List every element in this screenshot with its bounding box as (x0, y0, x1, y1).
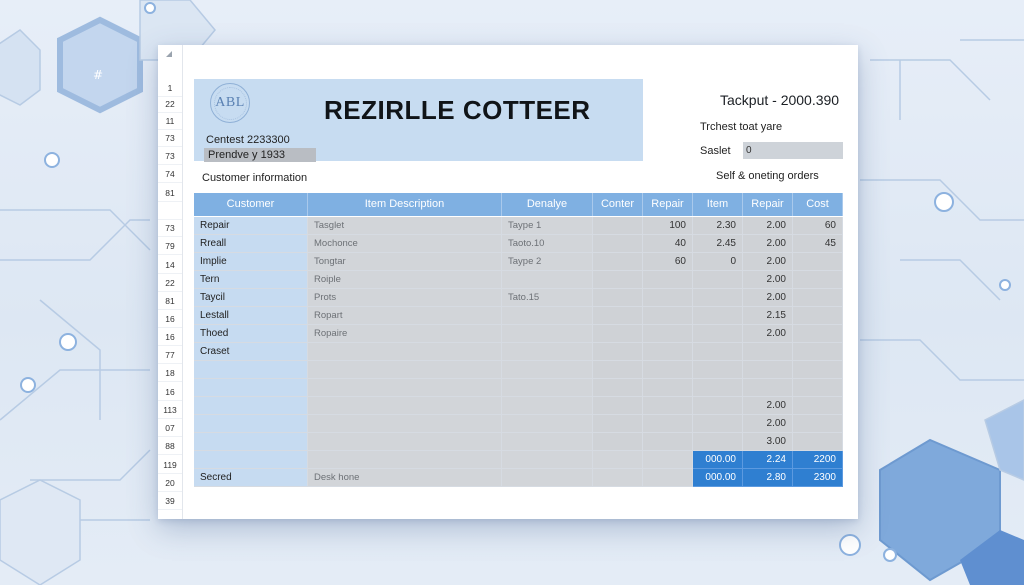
table-cell[interactable] (693, 361, 743, 379)
table-cell[interactable]: 2.00 (743, 397, 793, 415)
table-cell[interactable] (743, 343, 793, 361)
table-cell[interactable]: Desk hone (308, 469, 502, 487)
column-header[interactable]: Conter (593, 193, 643, 216)
table-cell[interactable]: Tato.15 (502, 289, 593, 307)
row-number[interactable]: 07 (158, 419, 182, 437)
row-number[interactable]: 73 (158, 129, 182, 147)
table-cell[interactable]: 45 (793, 235, 843, 253)
table-cell[interactable] (502, 343, 593, 361)
trchest-label: Trchest toat yare (700, 121, 783, 133)
table-cell[interactable] (308, 451, 502, 469)
row-number[interactable]: 11 (158, 112, 182, 130)
table-cell[interactable] (643, 451, 693, 469)
table-cell[interactable] (502, 433, 593, 451)
table-cell[interactable] (693, 289, 743, 307)
spreadsheet-window (158, 45, 858, 519)
table-cell[interactable] (643, 325, 693, 343)
table-cell[interactable]: 2.00 (743, 415, 793, 433)
column-header[interactable]: Denalye (502, 193, 593, 216)
table-cell[interactable] (643, 415, 693, 433)
table-cell[interactable]: Mochonce (308, 235, 502, 253)
row-number[interactable]: 18 (158, 364, 182, 382)
table-cell[interactable]: Ropaire (308, 325, 502, 343)
table-cell[interactable] (593, 397, 643, 415)
table-cell[interactable]: Secred (194, 469, 308, 487)
table-cell[interactable]: Repair (194, 217, 308, 235)
table-cell[interactable] (593, 451, 643, 469)
column-header[interactable]: Item (693, 193, 743, 216)
table-cell[interactable] (502, 361, 593, 379)
table-cell[interactable] (793, 325, 843, 343)
row-number[interactable]: 73 (158, 147, 182, 165)
table-cell[interactable] (194, 361, 308, 379)
table-cell[interactable] (793, 415, 843, 433)
table-cell[interactable] (643, 343, 693, 361)
table-cell[interactable] (593, 379, 643, 397)
logo-ring (214, 87, 247, 120)
table-cell[interactable] (593, 343, 643, 361)
table-cell[interactable] (793, 289, 843, 307)
table-cell[interactable] (194, 415, 308, 433)
table-cell[interactable] (743, 379, 793, 397)
table-cell[interactable] (308, 343, 502, 361)
table-cell[interactable] (593, 235, 643, 253)
table-cell[interactable] (308, 415, 502, 433)
table-cell[interactable]: 2200 (793, 451, 843, 469)
table-cell[interactable] (194, 433, 308, 451)
table-cell[interactable] (194, 451, 308, 469)
orders-label: Self & oneting orders (716, 170, 819, 182)
row-number[interactable]: 74 (158, 165, 182, 183)
svg-text:#: # (93, 68, 104, 82)
table-cell[interactable] (308, 433, 502, 451)
table-cell[interactable]: Taycil (194, 289, 308, 307)
table-cell[interactable] (793, 307, 843, 325)
table-cell[interactable]: Thoed (194, 325, 308, 343)
table-cell[interactable]: 000.00 (693, 469, 743, 487)
table-cell[interactable] (743, 361, 793, 379)
column-header[interactable]: Item Description (308, 193, 502, 216)
column-header[interactable]: Repair (643, 193, 693, 216)
row-number[interactable]: 119 (158, 456, 182, 474)
select-all-corner[interactable] (166, 51, 172, 57)
table-cell[interactable] (793, 397, 843, 415)
table-cell[interactable]: Tasglet (308, 217, 502, 235)
table-cell[interactable] (194, 397, 308, 415)
table-cell[interactable]: Prots (308, 289, 502, 307)
table-cell[interactable]: 60 (793, 217, 843, 235)
table-cell[interactable]: 2.00 (743, 253, 793, 271)
column-header[interactable]: Customer (194, 193, 308, 216)
tackput-label: Tackput - 2000.390 (720, 92, 840, 108)
header-line-1: Centest 2233300 (206, 134, 290, 146)
row-number[interactable]: 16 (158, 310, 182, 328)
table-cell[interactable] (593, 469, 643, 487)
table-cell[interactable]: 0 (693, 253, 743, 271)
table-cell[interactable]: 2.80 (743, 469, 793, 487)
row-number[interactable]: 113 (158, 401, 182, 419)
saslet-label: Saslet (700, 145, 731, 157)
table-cell[interactable]: 60 (643, 253, 693, 271)
table-cell[interactable] (593, 415, 643, 433)
table-cell[interactable]: Taoto.10 (502, 235, 593, 253)
table-cell[interactable] (693, 343, 743, 361)
table-cell[interactable] (643, 379, 693, 397)
table-cell[interactable] (194, 379, 308, 397)
table-cell[interactable] (502, 271, 593, 289)
table-cell[interactable]: 2.15 (743, 307, 793, 325)
table-cell[interactable] (643, 289, 693, 307)
table-cell[interactable] (308, 397, 502, 415)
column-header[interactable]: Repair (743, 193, 793, 216)
table-cell[interactable] (593, 271, 643, 289)
table-cell[interactable]: 2.00 (743, 325, 793, 343)
row-number[interactable]: 14 (158, 256, 182, 274)
row-number[interactable]: 81 (158, 292, 182, 310)
saslet-value: 0 (746, 145, 752, 156)
table-cell[interactable] (793, 343, 843, 361)
row-number[interactable]: 22 (158, 95, 182, 113)
table-cell[interactable] (593, 433, 643, 451)
row-number[interactable]: 1 (158, 79, 182, 97)
table-cell[interactable] (308, 361, 502, 379)
row-number[interactable] (158, 202, 182, 220)
row-number[interactable]: 88 (158, 437, 182, 455)
row-number[interactable]: 39 (158, 492, 182, 510)
table-cell[interactable]: Ropart (308, 307, 502, 325)
table-cell[interactable]: 2.00 (743, 289, 793, 307)
row-number[interactable]: 16 (158, 328, 182, 346)
table-cell[interactable]: 3.00 (743, 433, 793, 451)
table-cell[interactable]: Taype 2 (502, 253, 593, 271)
table-cell[interactable] (502, 451, 593, 469)
customer-info-label: Customer information (202, 172, 308, 184)
table-cell[interactable] (793, 433, 843, 451)
table-cell[interactable] (593, 253, 643, 271)
table-cell[interactable]: Implie (194, 253, 308, 271)
table-cell[interactable]: Tern (194, 271, 308, 289)
table-cell[interactable]: Craset (194, 343, 308, 361)
table-cell[interactable] (593, 217, 643, 235)
table-cell[interactable] (502, 325, 593, 343)
column-header[interactable]: Cost (793, 193, 843, 216)
table-cell[interactable] (793, 271, 843, 289)
table-cell[interactable]: Lestall (194, 307, 308, 325)
saslet-input[interactable] (743, 142, 843, 159)
table-cell[interactable]: Roiple (308, 271, 502, 289)
table-cell[interactable]: 40 (643, 235, 693, 253)
header-line-2: Prendve y 1933 (208, 149, 286, 161)
row-number[interactable]: 81 (158, 184, 182, 202)
table-cell[interactable] (593, 361, 643, 379)
table-cell[interactable] (593, 325, 643, 343)
row-number[interactable]: 77 (158, 346, 182, 364)
table-cell[interactable] (502, 469, 593, 487)
row-number[interactable]: 79 (158, 237, 182, 255)
table-cell[interactable] (593, 307, 643, 325)
table-cell[interactable]: 2300 (793, 469, 843, 487)
table-cell[interactable] (693, 271, 743, 289)
row-number[interactable]: 20 (158, 474, 182, 492)
table-cell[interactable]: 2.00 (743, 235, 793, 253)
table-cell[interactable] (693, 433, 743, 451)
table-cell[interactable] (643, 361, 693, 379)
table-cell[interactable] (693, 415, 743, 433)
table-cell[interactable] (502, 379, 593, 397)
row-number[interactable]: 16 (158, 383, 182, 401)
table-cell[interactable] (693, 325, 743, 343)
table-cell[interactable] (693, 379, 743, 397)
table-cell[interactable] (643, 433, 693, 451)
sheet-title: REZIRLLE COTTEER (324, 95, 591, 125)
table-cell[interactable]: 2.00 (743, 217, 793, 235)
logo-text: ABL (215, 95, 245, 110)
table-cell[interactable] (793, 253, 843, 271)
table-cell[interactable] (593, 289, 643, 307)
table-cell[interactable] (643, 397, 693, 415)
table-cell[interactable]: 2.00 (743, 271, 793, 289)
table-cell[interactable] (693, 397, 743, 415)
table-cell[interactable]: 2.24 (743, 451, 793, 469)
table-cell[interactable] (693, 307, 743, 325)
table-cell[interactable]: Tongtar (308, 253, 502, 271)
table-cell[interactable] (502, 415, 593, 433)
table-cell[interactable] (308, 379, 502, 397)
table-cell[interactable]: 2.30 (693, 217, 743, 235)
row-number[interactable]: 73 (158, 219, 182, 237)
table-cell[interactable] (643, 271, 693, 289)
table-cell[interactable] (793, 361, 843, 379)
table-cell[interactable] (502, 397, 593, 415)
row-number[interactable]: 22 (158, 274, 182, 292)
table-cell[interactable] (643, 307, 693, 325)
table-cell[interactable]: Taype 1 (502, 217, 593, 235)
table-cell[interactable]: 2.45 (693, 235, 743, 253)
table-cell[interactable]: 100 (643, 217, 693, 235)
table-cell[interactable] (643, 469, 693, 487)
table-cell[interactable] (793, 379, 843, 397)
company-logo (210, 83, 250, 123)
table-cell[interactable]: 000.00 (693, 451, 743, 469)
table-cell[interactable] (502, 307, 593, 325)
table-cell[interactable]: Rreall (194, 235, 308, 253)
